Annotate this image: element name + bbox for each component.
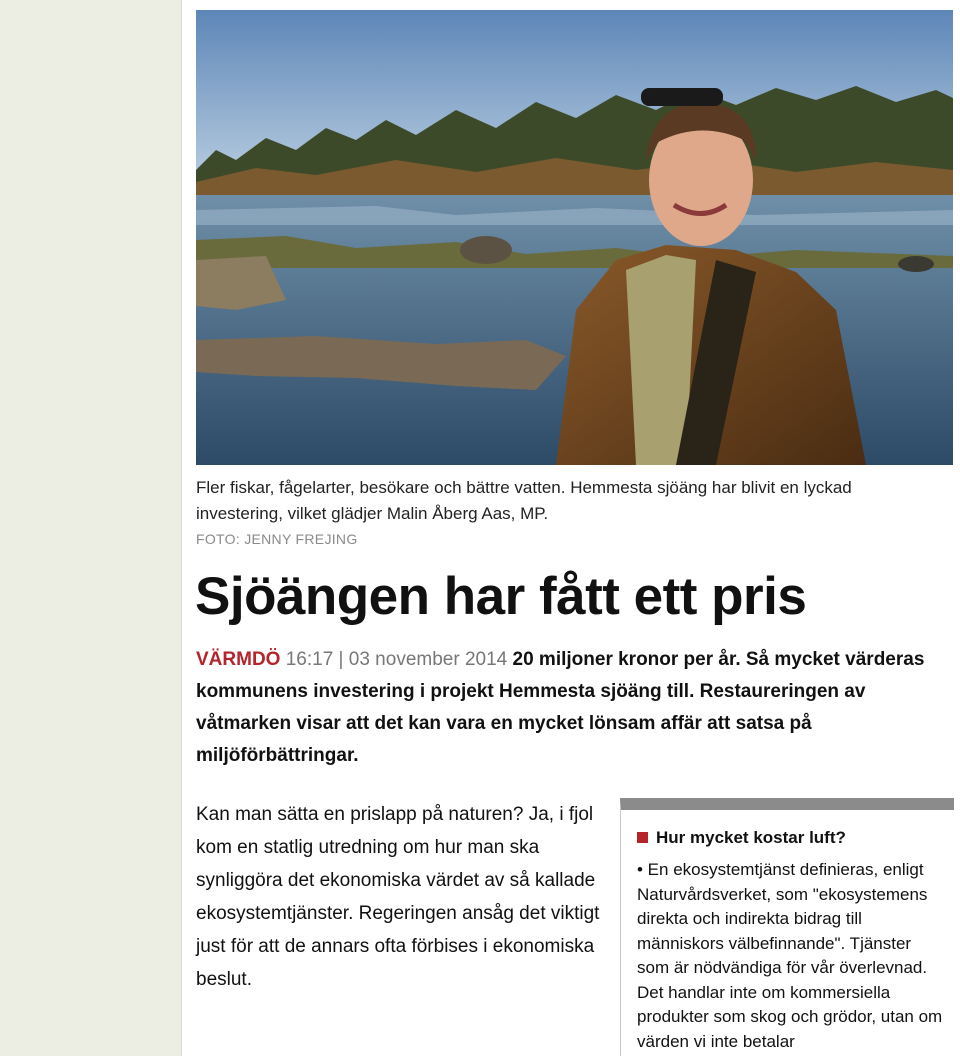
lead-text: 20 miljoner kronor per år. Så mycket värderas kommunens investering i projekt Hemmesta sjöäng till. Restaureringen av våtmarken visar att det kan vara en mycket lönsam affär att satsa på miljöförbättringar. — [196, 649, 925, 766]
red-square-icon — [637, 832, 648, 843]
factbox — [620, 798, 954, 1056]
article-photo — [196, 10, 953, 465]
section-link[interactable]: VÄRMDÖ — [196, 649, 281, 670]
photo-caption: Fler fiskar, fågelarter, besökare och bättre vatten. Hemmesta sjöäng har blivit en lyckad investering, vilket glädjer Malin Åberg Aas, MP. — [196, 478, 852, 523]
photo-credit: FOTO: JENNY FREJING — [196, 531, 358, 547]
timestamp: 16:17 | 03 november 2014 — [285, 649, 508, 670]
article-headline: Sjöängen har fått ett pris — [195, 567, 807, 626]
factbox-title — [637, 828, 846, 848]
left-gutter — [0, 0, 182, 1056]
article-lead — [196, 644, 936, 772]
article-body: Kan man sätta en prislapp på naturen? Ja, i fjol kom en statlig utredning om hur man ska synliggöra det ekonomiska värdet av så kallade ekosystemtjänster. Regeringen ansåg det viktigt just för att de annars ofta förbises i ekonomiska beslut. — [196, 804, 600, 990]
factbox-title-text: Hur mycket kostar luft? — [656, 828, 846, 847]
factbox-text: • En ekosystemtjänst definieras, enligt Naturvårdsverket, som "ekosystemens direkta och indirekta bidrag till människors välbefinnande". Tjänster som är nödvändiga för vår överlevnad. Det handlar inte om kommersiella produkter som skog och grödor, utan om värden vi inte betalar — [637, 860, 943, 1051]
